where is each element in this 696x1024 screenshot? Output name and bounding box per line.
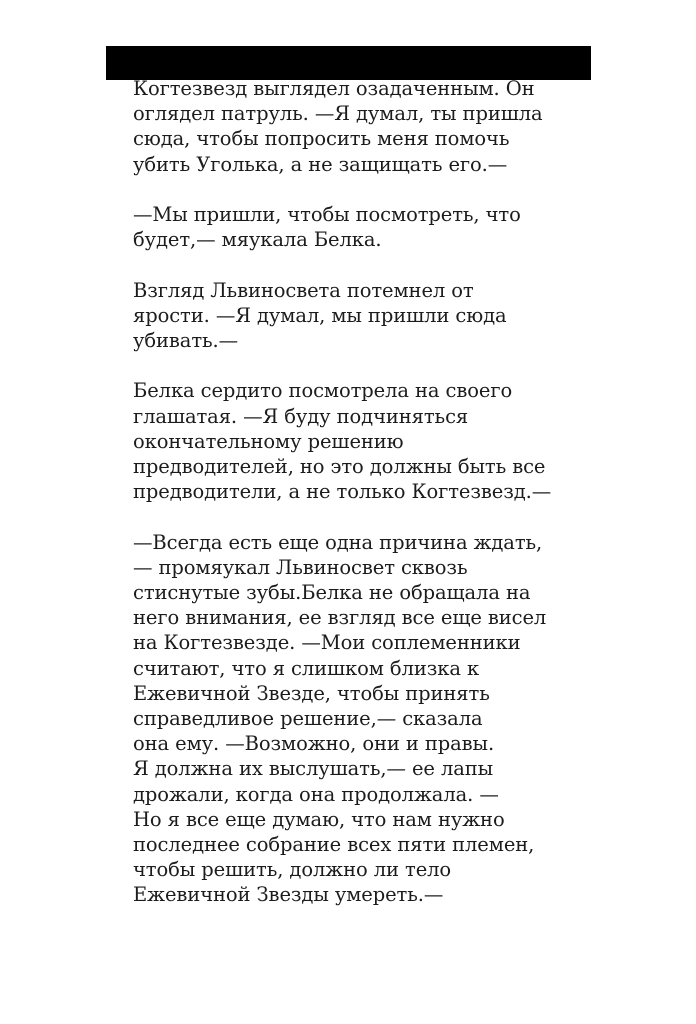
text-line: будет,— мяукала Белка.	[133, 228, 382, 252]
text-line: оглядел патруль. —Я думал, ты пришла	[133, 102, 543, 126]
text-line: — промяукал Львиносвет сквозь	[133, 555, 468, 579]
text-line: —Всегда есть еще одна причина ждать,	[133, 530, 543, 554]
redaction-bar	[106, 46, 591, 80]
text-line: последнее собрание всех пяти племен,	[133, 833, 535, 857]
text-line: глашатая. —Я буду подчиняться	[133, 404, 469, 428]
text-line: справедливое решение,— сказала	[133, 707, 483, 731]
text-line: убивать.—	[133, 329, 239, 352]
text-line: на Когтезвезде. —Мои соплеменники	[133, 631, 521, 655]
text-line: окончательному решению	[133, 429, 404, 453]
text-line: него внимания, ее взгляд все еще висел	[133, 606, 547, 630]
text-line: стиснутые зубы.Белка не обращала на	[133, 581, 531, 604]
text-line: Я должна их выслушать,— ее лапы	[133, 757, 494, 781]
text-line: Ежевичной Звезды умереть.—	[133, 883, 444, 907]
text-line: дрожали, когда она продолжала. —	[133, 782, 499, 806]
paragraph-4	[133, 378, 593, 504]
text-line: она ему. —Возможно, они и правы.	[133, 732, 495, 756]
text-line: предводителей, но это должны быть все	[133, 455, 546, 478]
paragraph-5	[133, 530, 593, 908]
text-line: чтобы решить, должно ли тело	[133, 858, 452, 882]
text-line: Ежевичной Звезде, чтобы принять	[133, 681, 490, 705]
document-text	[133, 76, 593, 933]
text-line: предводители, а не только Когтезвезд.—	[133, 480, 552, 504]
cut-off-next-line	[133, 964, 533, 972]
paragraph-3	[133, 278, 593, 354]
text-line: ярости. —Я думал, мы пришли сюда	[133, 303, 507, 327]
text-line: —Мы пришли, чтобы посмотреть, что	[133, 203, 521, 226]
text-line: Белка сердито посмотрела на своего	[133, 379, 513, 403]
text-line: Но я все еще думаю, что нам нужно	[133, 807, 505, 831]
text-line: сюда, чтобы попросить меня помочь	[133, 127, 510, 151]
paragraph-1	[133, 76, 593, 177]
text-line: Взгляд Львиносвета потемнел от	[133, 278, 474, 302]
text-line: убить Уголька, а не защищать его.—	[133, 152, 508, 176]
paragraph-2	[133, 202, 593, 252]
text-line: считают, что я слишком близка к	[133, 656, 480, 680]
text-line: Когтезвезд выглядел озадаченным. Он	[133, 77, 535, 100]
